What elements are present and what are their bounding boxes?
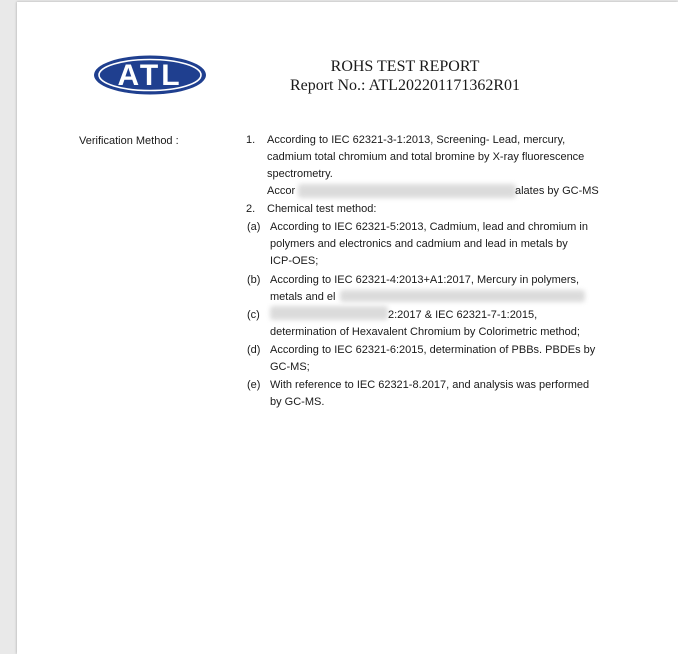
- item-1-line-3: spectrometry.: [267, 168, 333, 180]
- item-2-number: 2.: [246, 203, 256, 215]
- logo-text: ATL: [117, 59, 183, 92]
- sub-item-b-letter: (b): [247, 274, 261, 286]
- sub-item-d-line-2: GC-MS;: [270, 361, 310, 373]
- sub-item-e-line-2: by GC-MS.: [270, 396, 325, 408]
- sub-item-d-line-1: According to IEC 62321-6:2015, determination of PBBs. PBDEs by: [270, 344, 596, 356]
- verification-method-label: Verification Method :: [79, 135, 179, 147]
- sub-item-c-line-1: 2:2017 & IEC 62321-7-1:2015,: [388, 309, 538, 321]
- atl-logo: [93, 55, 207, 95]
- item-1-line-1: According to IEC 62321-3-1:2013, Screening- Lead, mercury,: [267, 134, 566, 146]
- item-1-partial-end: alates by GC-MS: [515, 185, 599, 197]
- sub-item-b-line-1: According to IEC 62321-4:2013+A1:2017, Mercury in polymers,: [270, 274, 580, 286]
- sub-item-e-letter: (e): [247, 379, 261, 391]
- report-number: Report No.: ATL202201171362R01: [289, 77, 521, 94]
- report-title: ROHS TEST REPORT: [330, 58, 480, 75]
- sub-item-e-line-1: With reference to IEC 62321-8.2017, and analysis was performed: [270, 379, 590, 391]
- sub-item-b-line-2: metals and el: [270, 291, 336, 303]
- sub-item-a-line-1: According to IEC 62321-5:2013, Cadmium, lead and chromium in: [270, 221, 588, 233]
- sub-item-a-line-2: polymers and electronics and cadmium and lead in metals by: [270, 238, 568, 250]
- item-1-number: 1.: [246, 134, 256, 146]
- item-2-title: Chemical test method:: [267, 203, 377, 215]
- sub-item-a-letter: (a): [247, 221, 261, 233]
- item-1-line-2: cadmium total chromium and total bromine by X-ray fluorescence: [267, 151, 585, 163]
- sub-item-c-line-2: determination of Hexavalent Chromium by Colorimetric method;: [270, 326, 580, 338]
- sub-item-a-line-3: ICP-OES;: [270, 255, 319, 267]
- item-1-partial-start: Accor: [267, 185, 296, 197]
- redaction-blur: [298, 184, 516, 198]
- sub-item-d-letter: (d): [247, 344, 261, 356]
- redaction-blur: [340, 290, 585, 302]
- redaction-blur: [270, 306, 388, 320]
- sub-item-c-letter: (c): [247, 309, 260, 321]
